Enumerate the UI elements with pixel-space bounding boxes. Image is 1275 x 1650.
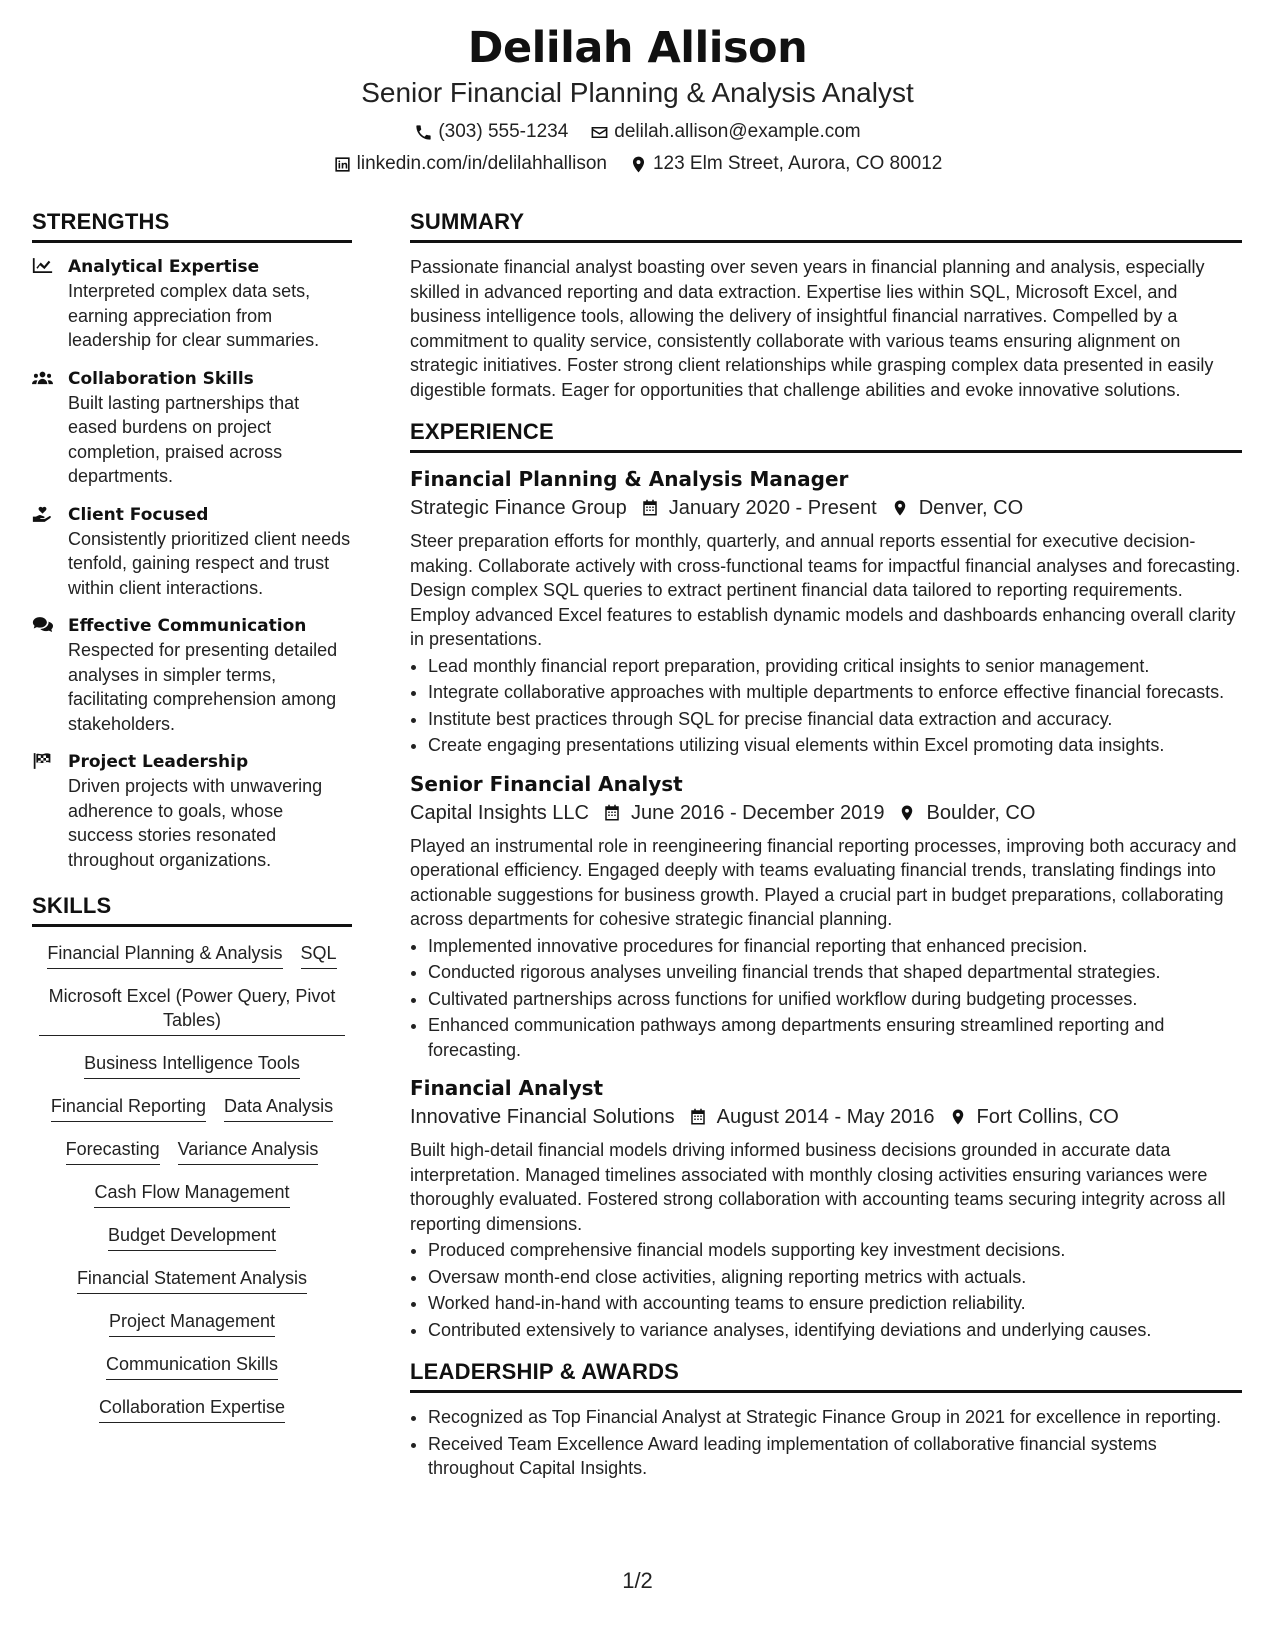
map-marker-icon [898,804,916,822]
strength-desc: Driven projects with unwavering adherence to goals, whose success stories resonated throughout organizations. [68,776,323,870]
comments-icon [32,616,53,634]
contact-row-1 [0,120,1275,144]
right-column [410,208,1242,1483]
summary-text: Passionate financial analyst boasting over seven years in financial planning and analysis, especially skilled in advanced reporting and data extraction. Expertise lies within SQL, Microsoft Excel, and business intelligence tools, allowing the delivery of insightful financial narratives. Compelled by a commitment to quality service, consistently collaborate with various teams ensuring alignment on strategic initiatives. Foster strong client relationships while grasping complex data presented in easily digestible formats. Eager for opportunities that challenge abilities and evoke innovative solutions. [410,257,1214,400]
email-text[interactable]: delilah.allison@example.com [614,121,861,142]
skill-tag: Cash Flow Management [94,1180,289,1208]
skill-tag: Financial Planning & Analysis [47,941,282,969]
strength-item [32,367,352,489]
skills-heading: SKILLS [32,892,352,927]
strength-title: Collaboration Skills [68,368,254,389]
skill-tag: Forecasting [66,1137,160,1165]
envelope-icon [590,123,609,142]
skill-tag: Financial Statement Analysis [77,1266,307,1294]
users-icon [32,369,53,387]
company-name: Capital Insights LLC [410,801,589,824]
list-item: • Cultivated partnerships across functions for unified workflow during budgeting processes. [428,987,1242,1012]
job-description: Played an instrumental role in reengineering financial reporting processes, improving both accuracy and operational efficiency. Engaged deeply with teams evaluating financial trends, translating findings into actionable suggestions for business growth. Played a crucial part in budget preparations, collaborating across departments for cohesive strategic financial planning. [410,835,1237,929]
hand-holding-heart-icon [32,505,53,523]
strength-item [32,614,352,736]
chart-line-icon [32,257,53,275]
list-item: • Worked hand-in-hand with accounting teams to ensure prediction reliability. [428,1291,1242,1316]
list-item: • Oversaw month-end close activities, aligning reporting metrics with actuals. [428,1265,1242,1290]
skill-tag: Variance Analysis [178,1137,319,1165]
strength-item [32,503,352,601]
job-bullets [410,1238,1242,1342]
linkedin-icon [333,155,352,174]
list-item: • Produced comprehensive financial models supporting key investment decisions. [428,1238,1242,1263]
list-item: • Lead monthly financial report preparation, providing critical insights to senior management. [428,654,1242,679]
job-description: Steer preparation efforts for monthly, quarterly, and annual reports essential for executive decision-making. Collaborate actively with cross-functional teams for impactful financial analyses and forecasting. Design complex SQL queries to extract pertinent financial data tailored to reporting requirements. Employ advanced Excel features to establish dynamic models and dashboards enhancing overall clarity in presentations. [410,531,1241,649]
resume-header [0,22,1275,176]
strength-title: Project Leadership [68,752,249,772]
list-item: • Institute best practices through SQL for precise financial data extraction and accuracy. [428,707,1242,732]
job-bullets [410,934,1242,1063]
job-meta [410,493,1242,523]
list-item: • Integrate collaborative approaches with multiple departments to enforce effective financial forecasts. [428,680,1242,705]
address-contact [629,152,942,176]
address-text: 123 Elm Street, Aurora, CO 80012 [652,153,943,174]
job-title: Financial Analyst [410,1076,604,1100]
calendar-icon [641,499,659,517]
job-entry [410,1074,1242,1342]
job-location: Denver, CO [918,497,1024,519]
awards-list [410,1405,1242,1481]
strength-desc: Interpreted complex data sets, earning appreciation from leadership for clear summaries. [68,281,320,350]
skill-tag: Project Management [109,1309,275,1337]
strength-item [32,255,352,353]
skill-tag: Business Intelligence Tools [84,1051,300,1079]
skill-tag: Communication Skills [106,1352,278,1380]
calendar-icon [603,804,621,822]
skill-tag: SQL [301,941,337,969]
phone-contact [414,120,568,144]
job-title: Financial Planning & Analysis Manager [410,467,849,491]
candidate-name: Delilah Allison [467,23,808,73]
map-marker-icon [629,155,648,174]
skill-tag: Collaboration Expertise [99,1395,285,1423]
strength-desc: Consistently prioritized client needs tenfold, gaining respect and trust within client interactions. [68,528,351,598]
list-item: • Implemented innovative procedures for financial reporting that enhanced precision. [428,934,1242,959]
skill-tag: Microsoft Excel (Power Query, Pivot Tables) [39,984,345,1036]
map-marker-icon [949,1108,967,1126]
skill-tag: Budget Development [108,1223,276,1251]
company-name: Strategic Finance Group [410,497,627,519]
job-dates: August 2014 - May 2016 [716,1106,935,1128]
linkedin-contact[interactable] [333,152,607,176]
strength-title: Client Focused [68,504,209,525]
skill-tag: Data Analysis [224,1094,333,1122]
candidate-title: Senior Financial Planning & Analysis Analyst [361,77,914,108]
company-name: Innovative Financial Solutions [410,1106,675,1128]
job-dates: June 2016 - December 2019 [630,801,885,824]
strengths-heading: STRENGTHS [32,208,352,243]
calendar-icon [689,1108,707,1126]
left-column [32,208,352,1423]
summary-heading: SUMMARY [410,208,1242,243]
strength-desc: Built lasting partnerships that eased burdens on project completion, praised across departments. [68,392,300,486]
job-bullets [410,654,1242,758]
list-item: • Received Team Excellence Award leading implementation of collaborative financial systems throughout Capital Insights. [428,1432,1242,1481]
strength-desc: Respected for presenting detailed analyses in simpler terms, facilitating comprehension among stakeholders. [68,640,338,734]
job-entry [410,770,1242,1063]
job-location: Fort Collins, CO [976,1106,1119,1128]
skill-tag: Financial Reporting [51,1094,206,1122]
flag-checkered-icon [32,752,53,770]
list-item: • Contributed extensively to variance analyses, identifying deviations and underlying causes. [428,1318,1242,1343]
job-dates: January 2020 - Present [668,497,877,519]
job-title: Senior Financial Analyst [410,771,683,796]
skills-list [32,939,352,1423]
list-item: • Recognized as Top Financial Analyst at Strategic Finance Group in 2021 for excellence in reporting. [428,1405,1242,1430]
email-contact[interactable] [590,120,860,144]
map-marker-icon [891,499,909,517]
list-item: • Create engaging presentations utilizing visual elements within Excel promoting data insights. [428,733,1242,758]
strength-title: Analytical Expertise [68,257,260,277]
experience-heading: EXPERIENCE [410,418,1242,453]
strength-title: Effective Communication [68,616,307,636]
job-description: Built high-detail financial models driving informed business decisions grounded in accurate data interpretation. Managed timelines associated with monthly closing activities ensuring variances were thoroughly evaluated. Fostered strong collaboration with accounting teams securing integrity across all reporting dimensions. [410,1140,1226,1234]
job-entry [410,465,1242,758]
list-item: • Conducted rigorous analyses unveiling financial trends that shaped departmental strategies. [428,960,1242,985]
list-item: • Enhanced communication pathways among departments ensuring streamlined reporting and forecasting. [428,1013,1242,1062]
job-location: Boulder, CO [926,801,1036,824]
page-number: 1/2 [622,1568,653,1593]
phone-text: (303) 555-1234 [438,121,569,142]
job-meta [410,798,1242,828]
job-meta [410,1102,1242,1132]
awards-heading: LEADERSHIP & AWARDS [410,1358,1242,1393]
strength-item [32,750,352,872]
linkedin-text[interactable]: linkedin.com/in/delilahhallison [356,153,607,174]
phone-icon [414,123,433,142]
contact-row-2 [0,152,1275,176]
